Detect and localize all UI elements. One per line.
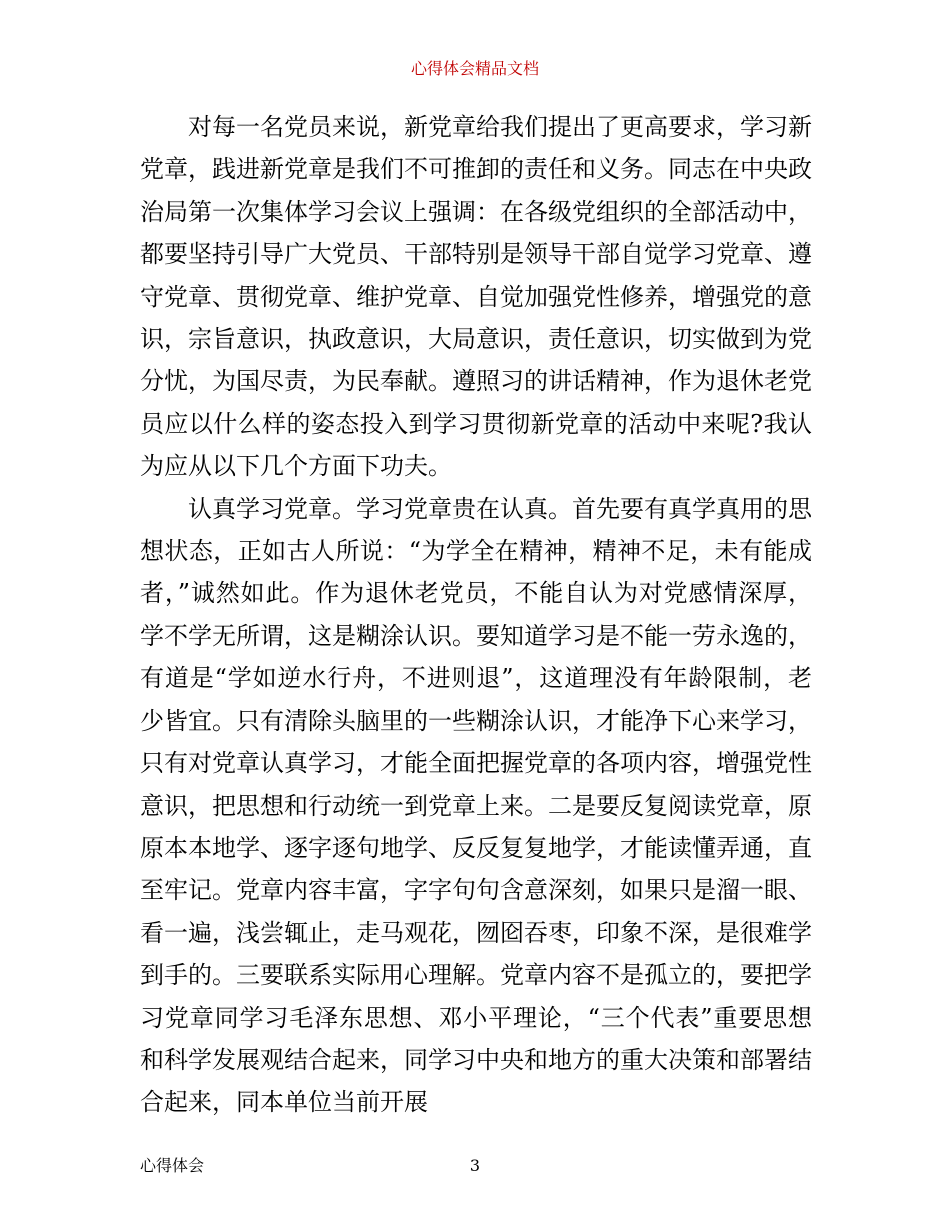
document-body	[140, 106, 812, 1124]
header-title: 心得体会精品文档	[410, 59, 539, 78]
page-header	[0, 58, 950, 80]
footer-label: 心得体会	[140, 1156, 205, 1175]
page-number: 3	[469, 1156, 481, 1175]
paragraph-2: 认真学习党章。学习党章贵在认真。首先要有真学真用的思想状态，正如古人所说：“为学全在精神，精神不足，未有能成者，”诚然如此。作为退休老党员，不能自认为对党感情深厚，学不学无所谓，这是糊涂认识。要知道学习是不能一劳永逸的，有道是“学如逆水行舟，不进则退”，这道理没有年龄限制，老少皆宜。只有清除头脑里的一些糊涂认识，才能净下心来学习，只有对党章认真学习，才能全面把握党章的各项内容，增强党性意识，把思想和行动统一到党章上来。二是要反复阅读党章，原原本本地学、逐字逐句地学、反反复复地学，才能读懂弄通，直至牢记。党章内容丰富，字字句句含意深刻，如果只是溜一眼、看一遍，浅尝辄止，走马观花，囫囵吞枣，印象不深，是很难学到手的。三要联系实际用心理解。党章内容不是孤立的，要把学习党章同学习毛泽东思想、邓小平理论，“三个代表”重要思想和科学发展观结合起来，同学习中央和地方的重大决策和部署结合起来，同本单位当前开展	[140, 494, 812, 1117]
paragraph-1: 对每一名党员来说，新党章给我们提出了更高要求，学习新党章，践进新党章是我们不可推卸的责任和义务。同志在中央政治局第一次集体学习会议上强调：在各级党组织的全部活动中，都要坚持引导广大党员、干部特别是领导干部自觉学习党章、遵守党章、贯彻党章、维护党章、自觉加强党性修养，增强党的意识，宗旨意识，执政意识，大局意识，责任意识，切实做到为党分忧，为国尽责，为民奉献。遵照习的讲话精神，作为退休老党员应以什么样的姿态投入到学习贯彻新党章的活动中来呢?我认为应从以下几个方面下功夫。	[140, 113, 812, 481]
page-footer	[0, 1155, 950, 1177]
